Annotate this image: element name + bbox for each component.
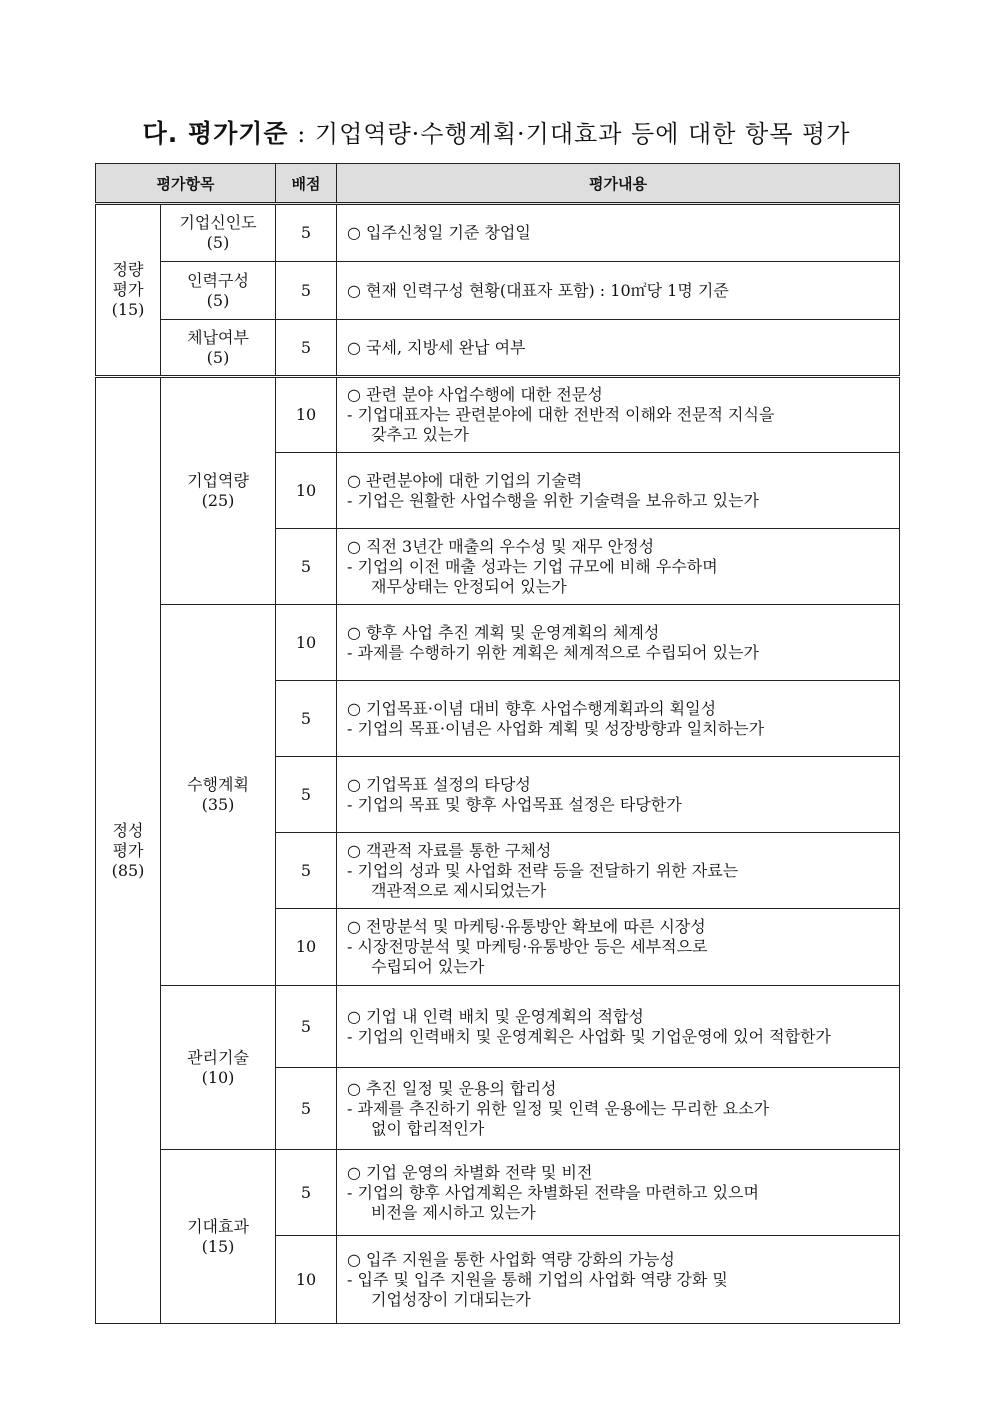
item-name-line: (5) (206, 233, 230, 252)
score-cell: 5 (276, 1150, 337, 1236)
item-name-line: 관리기술 (187, 1047, 249, 1067)
content-criterion: ○ 기업 운영의 차별화 전략 및 비전 (347, 1162, 593, 1182)
content-cell (337, 909, 900, 986)
score-cell: 5 (276, 757, 337, 833)
content-cell (337, 757, 900, 833)
item-name (161, 377, 276, 605)
table-row (96, 377, 900, 453)
title-subtitle: 기업역량·수행계획·기대효과 등에 대한 항목 평가 (314, 120, 851, 148)
item-name (161, 986, 276, 1150)
item-name-line: 기대효과 (187, 1216, 249, 1236)
content-criterion: ○ 기업 내 인력 배치 및 운영계획의 적합성 (347, 1006, 644, 1026)
content-detail: - 과제를 수행하기 위한 계획은 체계적으로 수립되어 있는가 (347, 642, 759, 662)
item-name-line: 기업신인도 (179, 213, 257, 232)
content-detail: - 기업의 목표·이념은 사업화 계획 및 성장방향과 일치하는가 (347, 718, 765, 738)
content-criterion: ○ 입주 지원을 통한 사업화 역량 강화의 가능성 (347, 1249, 675, 1269)
content-criterion: ○ 관련 분야 사업수행에 대한 전문성 (347, 385, 603, 404)
item-name-line: 인력구성 (187, 270, 249, 290)
content-continuation: 갖추고 있는가 (371, 425, 469, 444)
content-continuation: 객관적으로 제시되었는가 (371, 880, 547, 900)
header-score: 배점 (276, 164, 337, 204)
content-detail: - 기업의 향후 사업계획은 차별화된 전략을 마련하고 있으며 (347, 1182, 759, 1202)
content-detail: - 기업은 원활한 사업수행을 위한 기술력을 보유하고 있는가 (347, 490, 759, 510)
item-name (161, 320, 276, 377)
item-name-line: 기업역량 (187, 471, 249, 490)
content-cell (337, 1068, 900, 1150)
section-label-qual-line: (85) (111, 860, 145, 880)
score-cell: 5 (276, 833, 337, 909)
content-continuation: 수립되어 있는가 (371, 957, 485, 976)
content-continuation: 없이 합리적인가 (371, 1118, 485, 1138)
item-name-line: 수행계획 (187, 775, 249, 794)
content-detail: - 기업의 성과 및 사업화 전략 등을 전달하기 위한 자료는 (347, 860, 739, 880)
content-criterion: ○ 전망분석 및 마케팅·유통방안 확보에 따른 시장성 (347, 917, 706, 936)
content-cell (337, 320, 900, 377)
content-cell (337, 1236, 900, 1324)
content-criterion: ○ 관련분야에 대한 기업의 기술력 (347, 470, 583, 490)
section-label-quant-line: 정량 (112, 260, 144, 279)
score-cell: 5 (276, 1068, 337, 1150)
content-criterion: ○ 기업목표·이념 대비 향후 사업수행계획과의 획일성 (347, 698, 717, 718)
content-cell (337, 1150, 900, 1236)
section-label-quant-line: 평가 (112, 280, 144, 299)
content-cell (337, 529, 900, 605)
section-label-qual-line: 평가 (112, 840, 144, 860)
section-label-qual (96, 377, 161, 1324)
content-cell (337, 204, 900, 262)
item-name-line: (5) (206, 347, 230, 367)
page-title (0, 114, 993, 150)
item-name (161, 605, 276, 986)
header-content: 평가내용 (337, 164, 900, 204)
content-continuation: 재무상태는 안정되어 있는가 (371, 576, 567, 596)
item-name-line: (15) (201, 1236, 235, 1256)
table-row (96, 262, 900, 320)
content-detail: - 시장전망분석 및 마케팅·유통방안 등은 세부적으로 (347, 937, 708, 956)
score-cell: 10 (276, 1236, 337, 1324)
score-cell: 10 (276, 909, 337, 986)
content-cell (337, 453, 900, 529)
item-name (161, 262, 276, 320)
content-criterion: ○ 현재 인력구성 현황(대표자 포함) : 10㎡당 1명 기준 (347, 280, 729, 300)
content-detail: - 기업의 목표 및 향후 사업목표 설정은 타당한가 (347, 794, 682, 814)
content-cell (337, 681, 900, 757)
content-criterion: ○ 국세, 지방세 완납 여부 (347, 337, 526, 357)
table-row (96, 605, 900, 681)
content-detail: - 입주 및 입주 지원을 통해 기업의 사업화 역량 강화 및 (347, 1269, 728, 1289)
content-cell (337, 833, 900, 909)
content-cell (337, 986, 900, 1068)
score-cell: 5 (276, 204, 337, 262)
header-category: 평가항목 (96, 164, 276, 204)
item-name-line: (25) (201, 491, 235, 510)
content-detail: - 기업대표자는 관련분야에 대한 전반적 이해와 전문적 지식을 (347, 405, 775, 424)
item-name-line: 체납여부 (187, 327, 249, 347)
item-name (161, 204, 276, 262)
score-cell: 5 (276, 529, 337, 605)
section-label-qual-line: 정성 (112, 820, 144, 840)
content-criterion: ○ 직전 3년간 매출의 우수성 및 재무 안정성 (347, 536, 655, 556)
table-row (96, 204, 900, 262)
score-cell: 10 (276, 453, 337, 529)
content-detail: - 과제를 추진하기 위한 일정 및 인력 운용에는 무리한 요소가 (347, 1098, 770, 1118)
table-row (96, 320, 900, 377)
content-criterion: ○ 기업목표 설정의 타당성 (347, 774, 531, 794)
item-name-line: (5) (206, 290, 230, 310)
content-criterion: ○ 입주신청일 기준 창업일 (347, 223, 531, 242)
content-criterion: ○ 객관적 자료를 통한 구체성 (347, 840, 552, 860)
table-row (96, 1150, 900, 1236)
score-cell: 10 (276, 377, 337, 453)
content-criterion: ○ 추진 일정 및 운용의 합리성 (347, 1078, 557, 1098)
evaluation-criteria-table (95, 163, 900, 1324)
content-cell (337, 262, 900, 320)
item-name-line: (35) (201, 795, 235, 814)
item-name-line: (10) (201, 1067, 235, 1087)
content-detail: - 기업의 이전 매출 성과는 기업 규모에 비해 우수하며 (347, 556, 718, 576)
content-cell (337, 377, 900, 453)
score-cell: 5 (276, 986, 337, 1068)
score-cell: 5 (276, 681, 337, 757)
score-cell: 5 (276, 320, 337, 377)
title-separator: : (288, 120, 315, 148)
table-header-row (96, 164, 900, 204)
content-detail: - 기업의 인력배치 및 운영계획은 사업화 및 기업운영에 있어 적합한가 (347, 1026, 831, 1046)
content-cell (337, 605, 900, 681)
content-continuation: 비전을 제시하고 있는가 (371, 1202, 536, 1222)
content-continuation: 기업성장이 기대되는가 (371, 1289, 531, 1309)
section-label-quant-line: (15) (111, 300, 145, 319)
score-cell: 5 (276, 262, 337, 320)
title-heading: 다. 평가기준 (142, 119, 289, 148)
content-criterion: ○ 향후 사업 추진 계획 및 운영계획의 체계성 (347, 622, 660, 642)
item-name (161, 1150, 276, 1324)
table-row (96, 986, 900, 1068)
section-label-quant (96, 204, 161, 377)
score-cell: 10 (276, 605, 337, 681)
